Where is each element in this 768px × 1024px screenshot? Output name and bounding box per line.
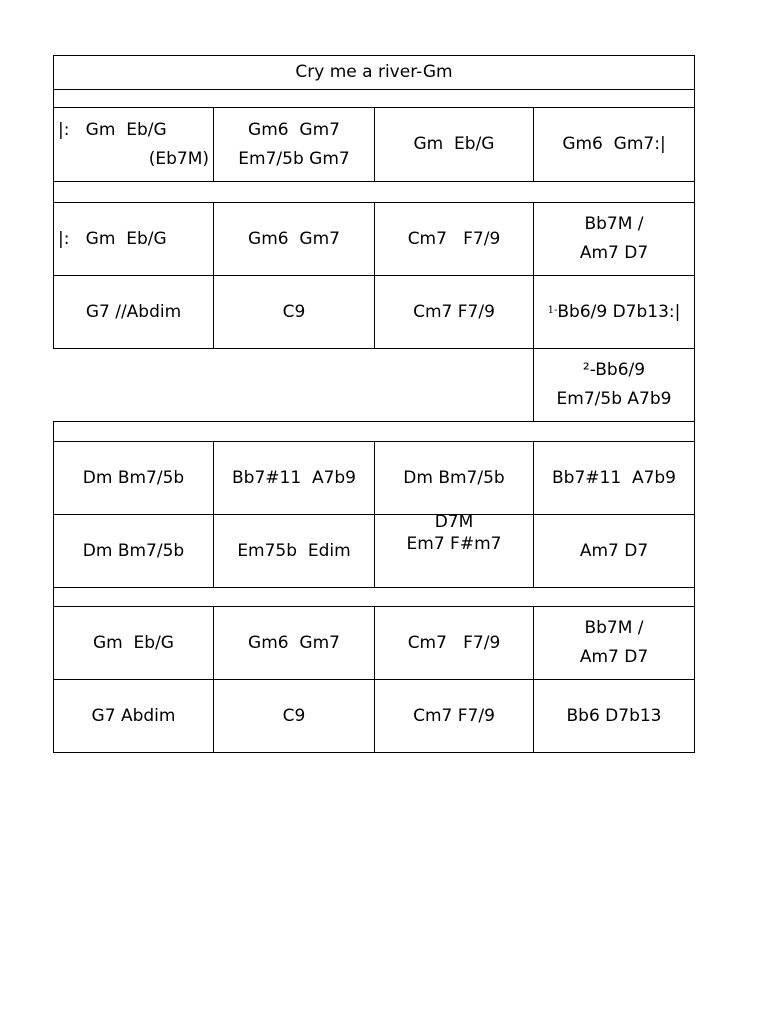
s1-bar-2: Gm6 Gm7 Em7/5b Gm7 xyxy=(213,107,375,182)
s4-bar-4: Bb7M / Am7 D7 xyxy=(533,606,695,680)
s2-bar-7: Cm7 F7/9 xyxy=(374,275,534,349)
spacer-row xyxy=(53,89,695,108)
s4-bar-2: Gm6 Gm7 xyxy=(213,606,375,680)
s2-second-ending: ²-Bb6/9 Em7/5b A7b9 xyxy=(533,348,695,422)
s1-bar-4: Gm6 Gm7:| xyxy=(533,107,695,182)
s3-bar-1: Dm Bm7/5b xyxy=(53,441,214,515)
s4-bar-3: Cm7 F7/9 xyxy=(374,606,534,680)
s3-bar-6: Em75b Edim xyxy=(213,514,375,588)
s2-bar-3: Cm7 F7/9 xyxy=(374,202,534,276)
spacer-row xyxy=(53,421,695,442)
s3-bar-3: Dm Bm7/5b xyxy=(374,441,534,515)
spacer-row xyxy=(53,181,695,203)
s2-bar-2: Gm6 Gm7 xyxy=(213,202,375,276)
chord-chart xyxy=(53,55,695,753)
s1-bar-3: Gm Eb/G xyxy=(374,107,534,182)
s4-bar-1: Gm Eb/G xyxy=(53,606,214,680)
s3-bar-8: Am7 D7 xyxy=(533,514,695,588)
s3-bar-7: D7M Em7 F#m7 xyxy=(374,514,534,588)
title-cell xyxy=(53,55,695,90)
s4-bar-8: Bb6 D7b13 xyxy=(533,679,695,753)
s4-bar-5: G7 Abdim xyxy=(53,679,214,753)
ending-1-marker: 1- xyxy=(547,304,558,316)
chart-title: Cry me a river-Gm xyxy=(295,62,453,82)
spacer-row xyxy=(53,587,695,607)
s2-bar-4: Bb7M / Am7 D7 xyxy=(533,202,695,276)
s3-bar-5: Dm Bm7/5b xyxy=(53,514,214,588)
s2-bar-1: |: Gm Eb/G xyxy=(53,202,214,276)
s2-bar-6: C9 xyxy=(213,275,375,349)
s4-bar-6: C9 xyxy=(213,679,375,753)
s2-bar-8-first-ending: $^{1-}$Bb6/9 D7b13:| xyxy=(533,275,695,349)
s1-bar-1: |: Gm Eb/G (Eb7M) xyxy=(53,107,214,182)
s3-bar-2: Bb7#11 A7b9 xyxy=(213,441,375,515)
s2-bar-5: G7 //Abdim xyxy=(53,275,214,349)
s3-bar-4: Bb7#11 A7b9 xyxy=(533,441,695,515)
s4-bar-7: Cm7 F7/9 xyxy=(374,679,534,753)
